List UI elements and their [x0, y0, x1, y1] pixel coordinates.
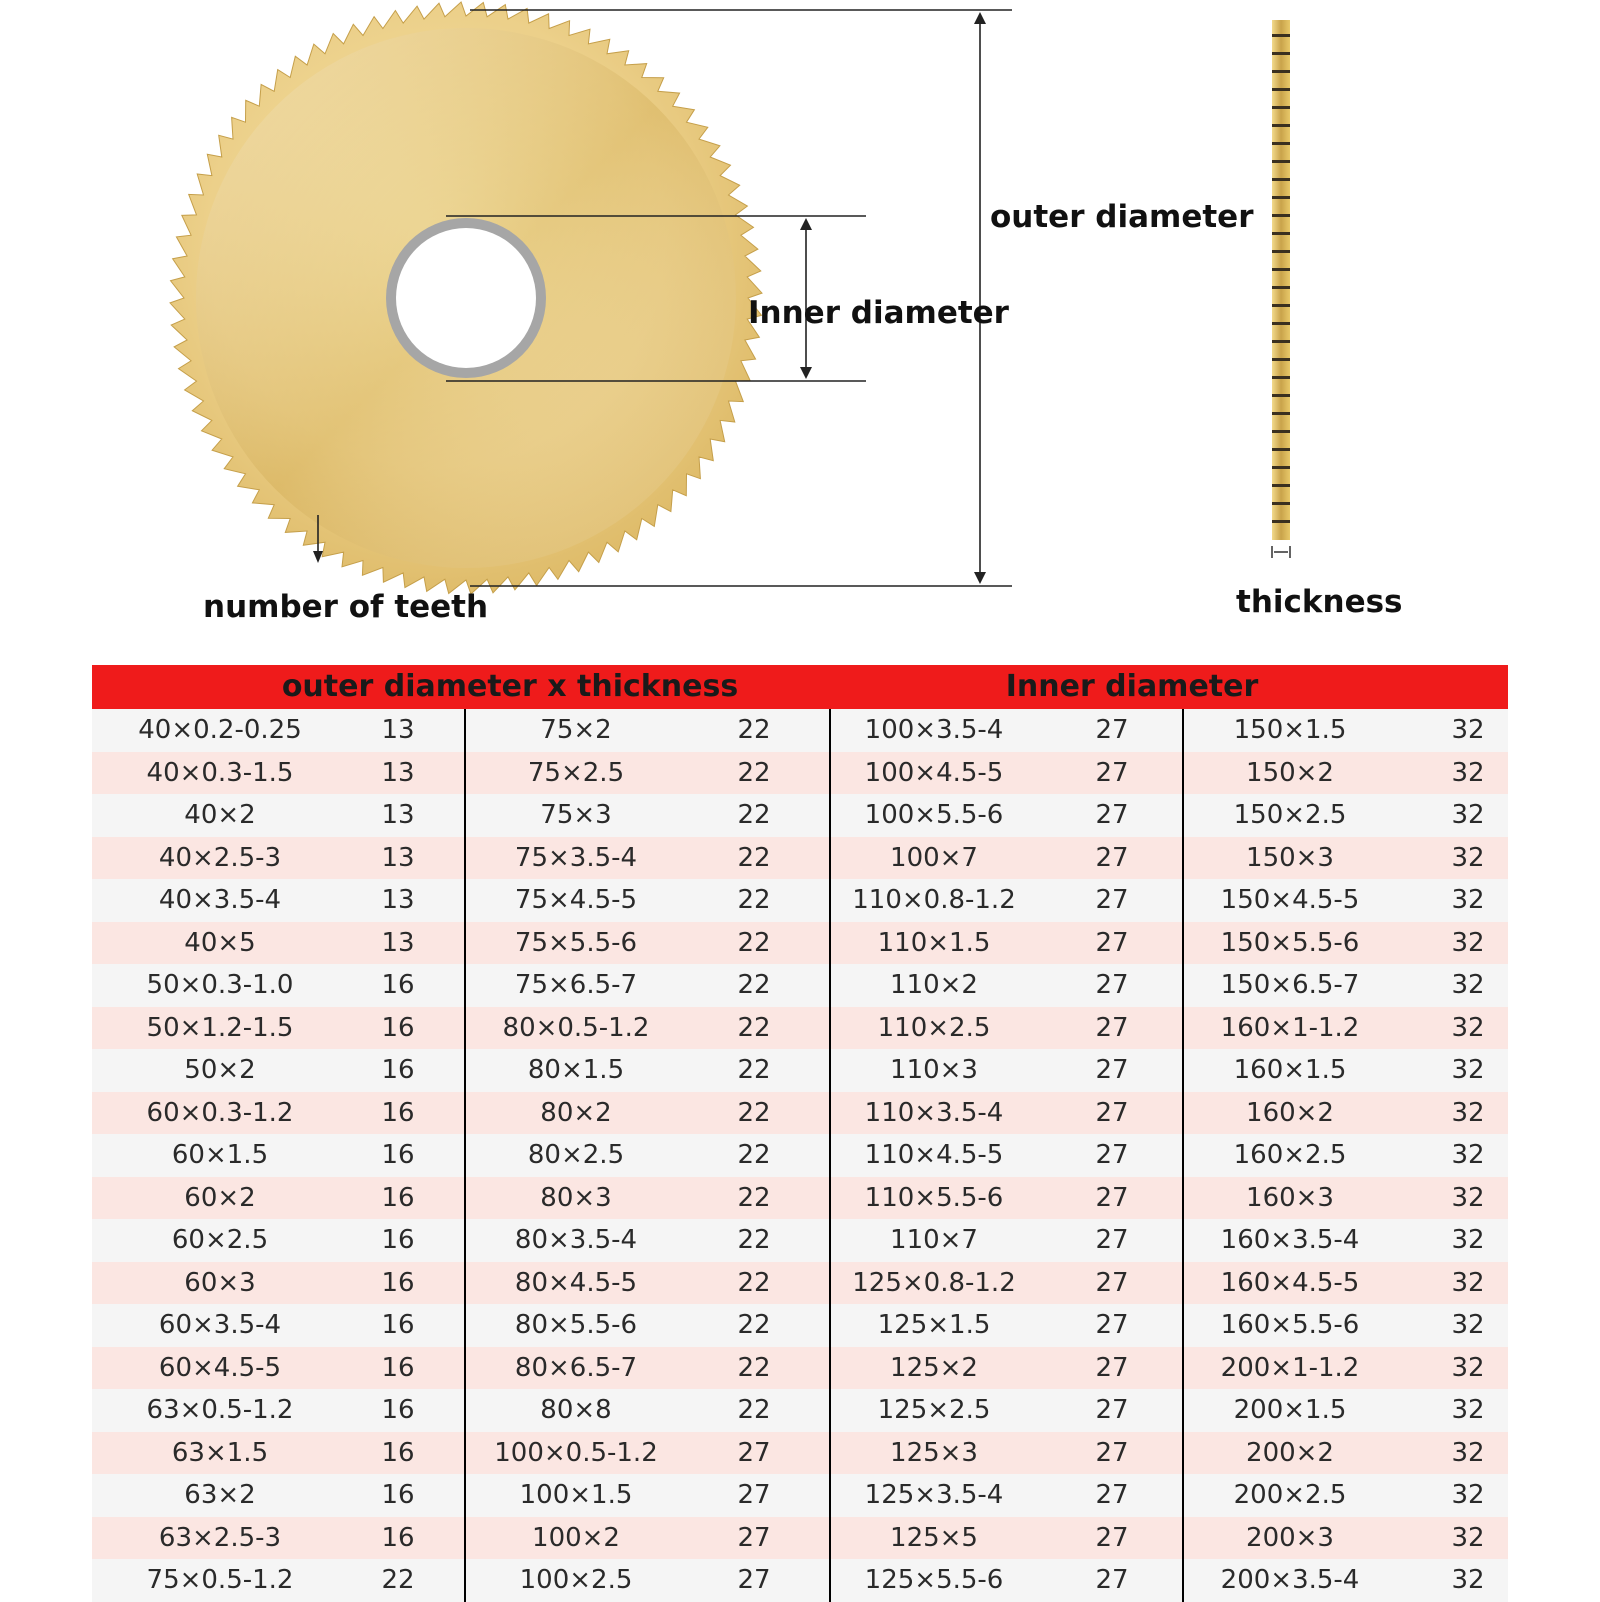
- cell-id-d: 32: [1451, 1140, 1485, 1170]
- cell-id-b: 27: [737, 1480, 771, 1510]
- cell-id-b: 27: [737, 1437, 771, 1468]
- cell-size-c: 100×5.5-6: [864, 800, 1004, 830]
- cell-size-b: 80×8: [540, 1395, 612, 1425]
- cell-size-d: 160×1.5: [1233, 1055, 1347, 1085]
- cell-id-c: 27: [1095, 1522, 1129, 1553]
- cell-size-c: 125×3: [890, 1437, 978, 1468]
- thickness-dimension: [1272, 546, 1290, 558]
- cell-size-d: 200×3.5-4: [1220, 1565, 1360, 1595]
- table-row: [92, 1262, 1508, 1305]
- cell-id-c: 27: [1095, 1565, 1129, 1595]
- side-tooth-mark: [1272, 466, 1290, 469]
- cell-size-a: 60×4.5-5: [158, 1352, 282, 1383]
- cell-size-b: 75×3: [540, 800, 612, 830]
- cell-size-b: 80×6.5-7: [514, 1352, 638, 1383]
- cell-size-d: 160×1-1.2: [1220, 1012, 1360, 1043]
- cell-id-a: 16: [381, 1182, 415, 1213]
- saw-blade: [170, 2, 762, 594]
- cell-size-a: 40×3.5-4: [158, 885, 282, 915]
- cell-size-a: 60×3: [184, 1267, 256, 1298]
- cell-id-d: 32: [1451, 1097, 1485, 1128]
- cell-size-d: 200×1.5: [1233, 1395, 1347, 1425]
- cell-size-c: 110×7: [890, 1225, 978, 1255]
- outer-diameter-label: outer diameter: [990, 199, 1254, 235]
- table-row: [92, 1134, 1508, 1177]
- cell-id-a: 16: [381, 1055, 415, 1085]
- cell-id-a: 16: [381, 1310, 415, 1340]
- cell-id-a: 16: [381, 1352, 415, 1383]
- cell-size-d: 150×5.5-6: [1220, 927, 1360, 958]
- cell-size-c: 125×0.8-1.2: [852, 1267, 1016, 1298]
- cell-id-c: 27: [1095, 885, 1129, 915]
- cell-id-b: 22: [737, 842, 771, 873]
- table-row: [92, 1432, 1508, 1475]
- cell-size-a: 40×2: [184, 800, 256, 830]
- cell-id-b: 22: [737, 927, 771, 958]
- cell-size-d: 160×4.5-5: [1220, 1267, 1360, 1298]
- cell-size-c: 110×2.5: [877, 1012, 991, 1043]
- table-row: [92, 837, 1508, 880]
- side-tooth-mark: [1272, 34, 1290, 37]
- cell-id-d: 32: [1451, 970, 1485, 1000]
- cell-size-d: 200×2: [1246, 1437, 1334, 1468]
- thickness-label: thickness: [1236, 584, 1403, 620]
- cell-size-a: 63×1.5: [171, 1437, 269, 1468]
- cell-id-c: 27: [1095, 715, 1129, 745]
- cell-id-c: 27: [1095, 800, 1129, 830]
- cell-size-b: 75×6.5-7: [514, 970, 638, 1000]
- cell-size-d: 160×5.5-6: [1220, 1310, 1360, 1340]
- cell-size-b: 80×2: [540, 1097, 612, 1128]
- cell-id-a: 16: [381, 1097, 415, 1128]
- cell-id-a: 16: [381, 1437, 415, 1468]
- cell-id-c: 27: [1095, 1310, 1129, 1340]
- cell-size-c: 125×2: [890, 1352, 978, 1383]
- cell-id-c: 27: [1095, 1182, 1129, 1213]
- table-header: [92, 665, 1508, 709]
- table-row: [92, 1092, 1508, 1135]
- cell-size-a: 63×2.5-3: [158, 1522, 282, 1553]
- cell-id-a: 13: [381, 757, 415, 788]
- table-row: [92, 752, 1508, 795]
- cell-size-b: 80×0.5-1.2: [502, 1012, 650, 1043]
- cell-id-a: 16: [381, 970, 415, 1000]
- table-row: [92, 879, 1508, 922]
- cell-size-c: 100×3.5-4: [864, 715, 1004, 745]
- cell-id-a: 13: [381, 842, 415, 873]
- number-of-teeth-label: number of teeth: [203, 589, 489, 625]
- cell-id-d: 32: [1451, 927, 1485, 958]
- cell-size-b: 80×2.5: [527, 1140, 625, 1170]
- cell-id-c: 27: [1095, 1012, 1129, 1043]
- cell-id-a: 22: [381, 1565, 415, 1595]
- side-tooth-mark: [1272, 358, 1290, 361]
- cell-size-b: 75×3.5-4: [514, 842, 638, 873]
- side-tooth-mark: [1272, 502, 1290, 505]
- cell-id-d: 32: [1451, 885, 1485, 915]
- side-tooth-mark: [1272, 448, 1290, 451]
- cell-id-d: 32: [1451, 842, 1485, 873]
- cell-size-d: 150×3: [1246, 842, 1334, 873]
- cell-size-c: 100×7: [890, 842, 978, 873]
- cell-id-c: 27: [1095, 1055, 1129, 1085]
- cell-id-a: 13: [381, 927, 415, 958]
- cell-id-d: 32: [1451, 1395, 1485, 1425]
- cell-size-c: 110×5.5-6: [864, 1182, 1004, 1213]
- cell-id-b: 22: [737, 800, 771, 830]
- cell-size-b: 80×3.5-4: [514, 1225, 638, 1255]
- side-tooth-mark: [1272, 70, 1290, 73]
- cell-id-c: 27: [1095, 927, 1129, 958]
- cell-size-d: 150×2.5: [1233, 800, 1347, 830]
- cell-id-c: 27: [1095, 1097, 1129, 1128]
- cell-size-a: 40×5: [184, 927, 256, 958]
- table-row: [92, 1304, 1508, 1347]
- bore-hole: [396, 228, 536, 368]
- cell-id-d: 32: [1451, 1182, 1485, 1213]
- cell-size-a: 40×0.2-0.25: [138, 715, 302, 745]
- cell-size-c: 125×3.5-4: [864, 1480, 1004, 1510]
- side-tooth-mark: [1272, 160, 1290, 163]
- cell-id-d: 32: [1451, 1565, 1485, 1595]
- cell-id-a: 16: [381, 1480, 415, 1510]
- inner-diameter-label: Inner diameter: [748, 295, 1009, 331]
- cell-id-d: 32: [1451, 757, 1485, 788]
- cell-size-c: 125×5.5-6: [864, 1565, 1004, 1595]
- header-outer-diameter-thickness: outer diameter x thickness: [281, 669, 739, 704]
- cell-size-b: 80×4.5-5: [514, 1267, 638, 1298]
- cell-id-b: 22: [737, 1352, 771, 1383]
- cell-id-a: 13: [381, 800, 415, 830]
- table-row: [92, 922, 1508, 965]
- cell-id-b: 22: [737, 715, 771, 745]
- cell-id-a: 13: [381, 715, 415, 745]
- cell-id-b: 22: [737, 970, 771, 1000]
- cell-size-d: 150×6.5-7: [1220, 970, 1360, 1000]
- table-row: [92, 1049, 1508, 1092]
- cell-id-a: 16: [381, 1225, 415, 1255]
- table-row: [92, 1007, 1508, 1050]
- column-divider: [829, 709, 831, 1602]
- cell-size-a: 60×3.5-4: [158, 1310, 282, 1340]
- cell-size-d: 160×3: [1246, 1182, 1334, 1213]
- cell-size-b: 75×2: [540, 715, 612, 745]
- side-tooth-mark: [1272, 430, 1290, 433]
- cell-size-d: 200×1-1.2: [1220, 1352, 1360, 1383]
- cell-id-b: 27: [737, 1565, 771, 1595]
- cell-id-d: 32: [1451, 1437, 1485, 1468]
- table-row: [92, 1347, 1508, 1390]
- cell-id-a: 16: [381, 1140, 415, 1170]
- cell-id-d: 32: [1451, 800, 1485, 830]
- side-tooth-mark: [1272, 394, 1290, 397]
- cell-id-b: 22: [737, 1097, 771, 1128]
- cell-size-c: 110×3: [890, 1055, 978, 1085]
- table-row: [92, 1389, 1508, 1432]
- cell-size-d: 160×2.5: [1233, 1140, 1347, 1170]
- cell-id-a: 16: [381, 1395, 415, 1425]
- cell-size-a: 60×2.5: [171, 1225, 269, 1255]
- cell-size-a: 50×1.2-1.5: [146, 1012, 294, 1043]
- cell-id-b: 22: [737, 1140, 771, 1170]
- cell-id-c: 27: [1095, 842, 1129, 873]
- cell-id-d: 32: [1451, 1055, 1485, 1085]
- cell-id-b: 22: [737, 1395, 771, 1425]
- cell-id-c: 27: [1095, 1225, 1129, 1255]
- cell-id-a: 16: [381, 1267, 415, 1298]
- column-divider: [464, 709, 466, 1602]
- cell-id-d: 32: [1451, 1012, 1485, 1043]
- side-tooth-mark: [1272, 232, 1290, 235]
- cell-id-d: 32: [1451, 1522, 1485, 1553]
- cell-size-a: 60×0.3-1.2: [146, 1097, 294, 1128]
- cell-size-b: 100×0.5-1.2: [494, 1437, 658, 1468]
- cell-size-a: 50×2: [184, 1055, 256, 1085]
- cell-size-b: 75×5.5-6: [514, 927, 638, 958]
- cell-size-a: 63×0.5-1.2: [146, 1395, 294, 1425]
- side-tooth-mark: [1272, 214, 1290, 217]
- cell-id-a: 16: [381, 1522, 415, 1553]
- cell-id-b: 22: [737, 757, 771, 788]
- header-inner-diameter: Inner diameter: [1005, 669, 1259, 704]
- side-tooth-mark: [1272, 322, 1290, 325]
- side-tooth-mark: [1272, 484, 1290, 487]
- table-row: [92, 1219, 1508, 1262]
- side-tooth-mark: [1272, 106, 1290, 109]
- cell-id-a: 13: [381, 885, 415, 915]
- cell-id-d: 32: [1451, 1267, 1485, 1298]
- side-tooth-mark: [1272, 304, 1290, 307]
- cell-id-d: 32: [1451, 1225, 1485, 1255]
- cell-size-c: 110×3.5-4: [864, 1097, 1004, 1128]
- cell-size-a: 60×1.5: [171, 1140, 269, 1170]
- cell-size-b: 80×1.5: [527, 1055, 625, 1085]
- cell-size-d: 160×3.5-4: [1220, 1225, 1360, 1255]
- cell-size-b: 75×4.5-5: [514, 885, 638, 915]
- cell-size-a: 40×0.3-1.5: [146, 757, 294, 788]
- cell-size-d: 150×1.5: [1233, 715, 1347, 745]
- side-tooth-mark: [1272, 178, 1290, 181]
- cell-size-a: 63×2: [184, 1480, 256, 1510]
- cell-size-a: 75×0.5-1.2: [146, 1565, 294, 1595]
- table-row: [92, 1517, 1508, 1560]
- cell-id-c: 27: [1095, 1437, 1129, 1468]
- cell-id-c: 27: [1095, 1395, 1129, 1425]
- cell-id-c: 27: [1095, 1352, 1129, 1383]
- cell-size-b: 100×2: [532, 1522, 620, 1553]
- cell-size-b: 100×2.5: [519, 1565, 633, 1595]
- cell-id-d: 32: [1451, 715, 1485, 745]
- cell-size-c: 125×5: [890, 1522, 978, 1553]
- table-row: [92, 709, 1508, 752]
- table-row: [92, 964, 1508, 1007]
- cell-size-d: 200×3: [1246, 1522, 1334, 1553]
- side-tooth-mark: [1272, 196, 1290, 199]
- cell-size-b: 75×2.5: [527, 757, 625, 788]
- cell-id-d: 32: [1451, 1310, 1485, 1340]
- table-row: [92, 1474, 1508, 1517]
- side-tooth-mark: [1272, 520, 1290, 523]
- cell-id-c: 27: [1095, 1267, 1129, 1298]
- cell-size-b: 80×5.5-6: [514, 1310, 638, 1340]
- table-row: [92, 794, 1508, 837]
- cell-id-b: 22: [737, 1012, 771, 1043]
- column-divider: [1182, 709, 1184, 1602]
- cell-id-d: 32: [1451, 1352, 1485, 1383]
- side-tooth-mark: [1272, 340, 1290, 343]
- cell-id-b: 22: [737, 1182, 771, 1213]
- table-row: [92, 1559, 1508, 1602]
- side-tooth-mark: [1272, 88, 1290, 91]
- cell-id-c: 27: [1095, 757, 1129, 788]
- cell-id-d: 32: [1451, 1480, 1485, 1510]
- cell-id-b: 22: [737, 1055, 771, 1085]
- cell-id-b: 22: [737, 1310, 771, 1340]
- blade-side-view: [1272, 20, 1290, 540]
- side-tooth-mark: [1272, 250, 1290, 253]
- side-tooth-mark: [1272, 376, 1290, 379]
- side-tooth-mark: [1272, 142, 1290, 145]
- cell-id-b: 22: [737, 1225, 771, 1255]
- cell-size-a: 60×2: [184, 1182, 256, 1213]
- cell-size-c: 110×4.5-5: [864, 1140, 1004, 1170]
- cell-id-b: 22: [737, 885, 771, 915]
- cell-id-c: 27: [1095, 1480, 1129, 1510]
- table-row: [92, 1177, 1508, 1220]
- cell-id-b: 22: [737, 1267, 771, 1298]
- side-tooth-mark: [1272, 52, 1290, 55]
- saw-blade-diagram: [0, 0, 1600, 660]
- cell-size-b: 80×3: [540, 1182, 612, 1213]
- side-tooth-mark: [1272, 286, 1290, 289]
- cell-size-c: 110×0.8-1.2: [852, 885, 1016, 915]
- cell-size-d: 150×4.5-5: [1220, 885, 1360, 915]
- cell-size-c: 125×1.5: [877, 1310, 991, 1340]
- cell-id-b: 27: [737, 1522, 771, 1553]
- cell-id-c: 27: [1095, 970, 1129, 1000]
- cell-id-a: 16: [381, 1012, 415, 1043]
- cell-size-b: 100×1.5: [519, 1480, 633, 1510]
- side-tooth-mark: [1272, 124, 1290, 127]
- cell-size-c: 100×4.5-5: [864, 757, 1004, 788]
- cell-size-d: 200×2.5: [1233, 1480, 1347, 1510]
- cell-size-a: 40×2.5-3: [158, 842, 282, 873]
- side-tooth-mark: [1272, 412, 1290, 415]
- cell-size-c: 125×2.5: [877, 1395, 991, 1425]
- cell-size-d: 160×2: [1246, 1097, 1334, 1128]
- table-body: [92, 709, 1508, 1602]
- spec-table: [92, 665, 1508, 1602]
- cell-id-c: 27: [1095, 1140, 1129, 1170]
- side-tooth-mark: [1272, 268, 1290, 271]
- cell-size-a: 50×0.3-1.0: [146, 970, 294, 1000]
- cell-size-d: 150×2: [1246, 757, 1334, 788]
- cell-size-c: 110×1.5: [877, 927, 991, 958]
- cell-size-c: 110×2: [890, 970, 978, 1000]
